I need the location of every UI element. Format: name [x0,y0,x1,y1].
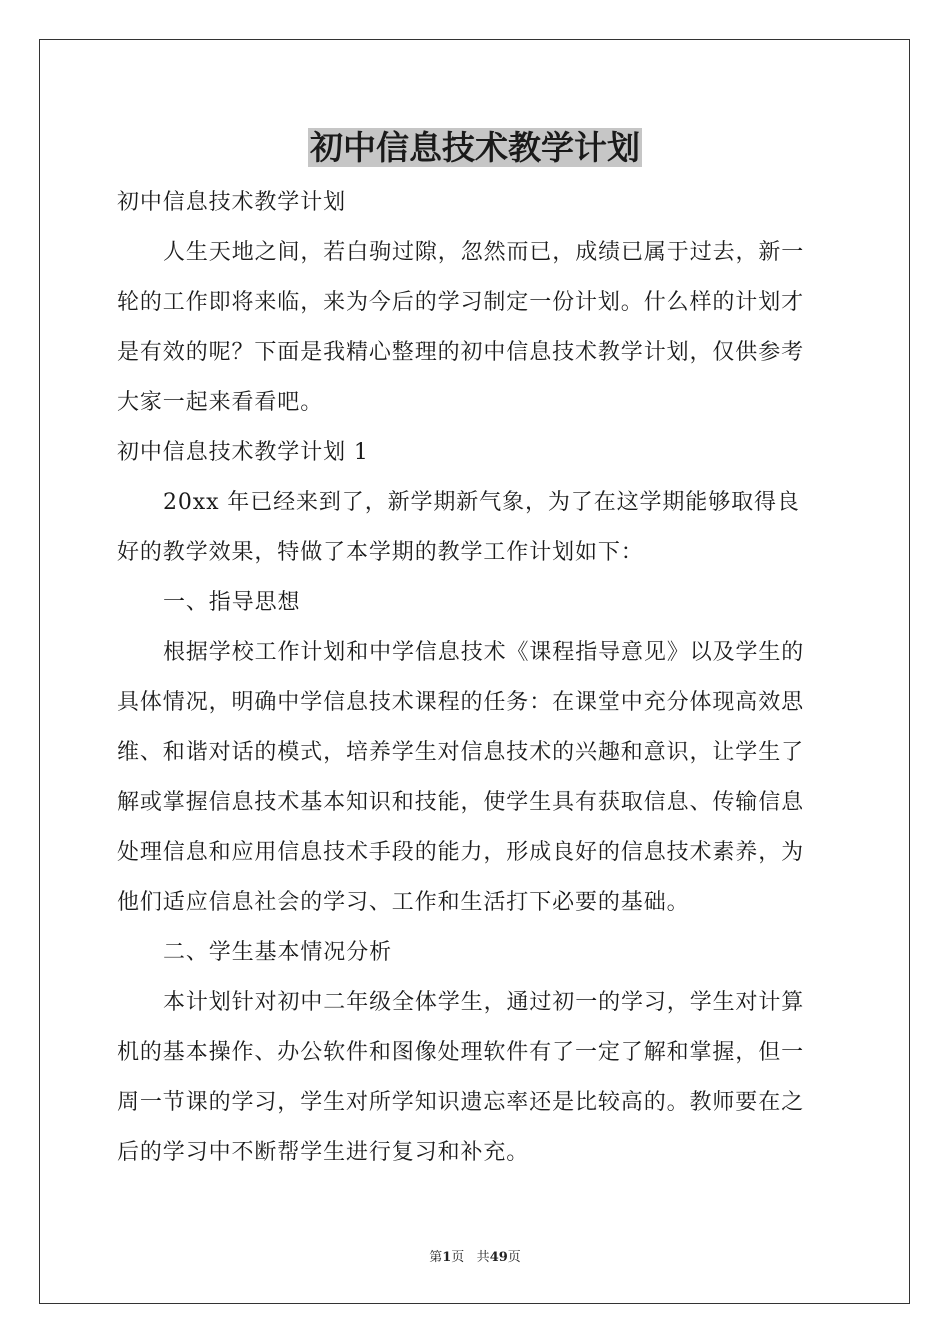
footer-total-suffix: 页 [507,1250,521,1265]
document-title [0,124,950,172]
text-line: 是有效的呢？下面是我精心整理的初中信息技术教学计划，仅供参考 [117,340,805,365]
document-body [117,178,833,1178]
footer-total-pages: 49 [489,1250,508,1265]
footer-page-prefix: 第 [429,1250,443,1265]
text-line: 初中信息技术教学计划 [117,190,347,215]
footer-page-number: 1 [442,1250,452,1265]
text-line: 维、和谐对话的模式，培养学生对信息技术的兴趣和意识，让学生了 [117,740,805,765]
text-line: 机的基本操作、办公软件和图像处理软件有了一定了解和掌握，但一 [117,1040,805,1065]
text-line: 他们适应信息社会的学习、工作和生活打下必要的基础。 [117,890,690,915]
text-line: 根据学校工作计划和中学信息技术《课程指导意见》以及学生的 [163,640,805,665]
footer-total-prefix: 共 [476,1250,490,1265]
text-line: 后的学习中不断帮学生进行复习和补充。 [117,1140,530,1165]
text-line: 人生天地之间，若白驹过隙，忽然而已，成绩已属于过去，新一 [163,240,805,265]
text-line: 初中信息技术教学计划 1 [117,440,369,465]
text-line: 好的教学效果，特做了本学期的教学工作计划如下： [117,540,644,565]
text-line: 大家一起来看看吧。 [117,390,324,415]
document-title-text: 初中信息技术教学计划 [310,128,640,167]
text-line: 处理信息和应用信息技术手段的能力，形成良好的信息技术素养，为 [117,840,805,865]
text-line: 具体情况，明确中学信息技术课程的任务：在课堂中充分体现高效思 [117,690,805,715]
text-line: 解或掌握信息技术基本知识和技能，使学生具有获取信息、传输信息 [117,790,805,815]
text-line: 周一节课的学习，学生对所学知识遗忘率还是比较高的。教师要在之 [117,1090,805,1115]
text-line: 一、指导思想 [163,590,301,615]
page-footer [0,1248,950,1268]
footer-page-suffix: 页 [451,1250,465,1265]
text-line: 轮的工作即将来临，来为今后的学习制定一份计划。什么样的计划才 [117,290,805,315]
text-line: 二、学生基本情况分析 [163,940,393,965]
text-line: 本计划针对初中二年级全体学生，通过初一的学习，学生对计算 [163,990,805,1015]
text-line: 20xx 年已经来到了，新学期新气象，为了在这学期能够取得良 [163,490,800,515]
